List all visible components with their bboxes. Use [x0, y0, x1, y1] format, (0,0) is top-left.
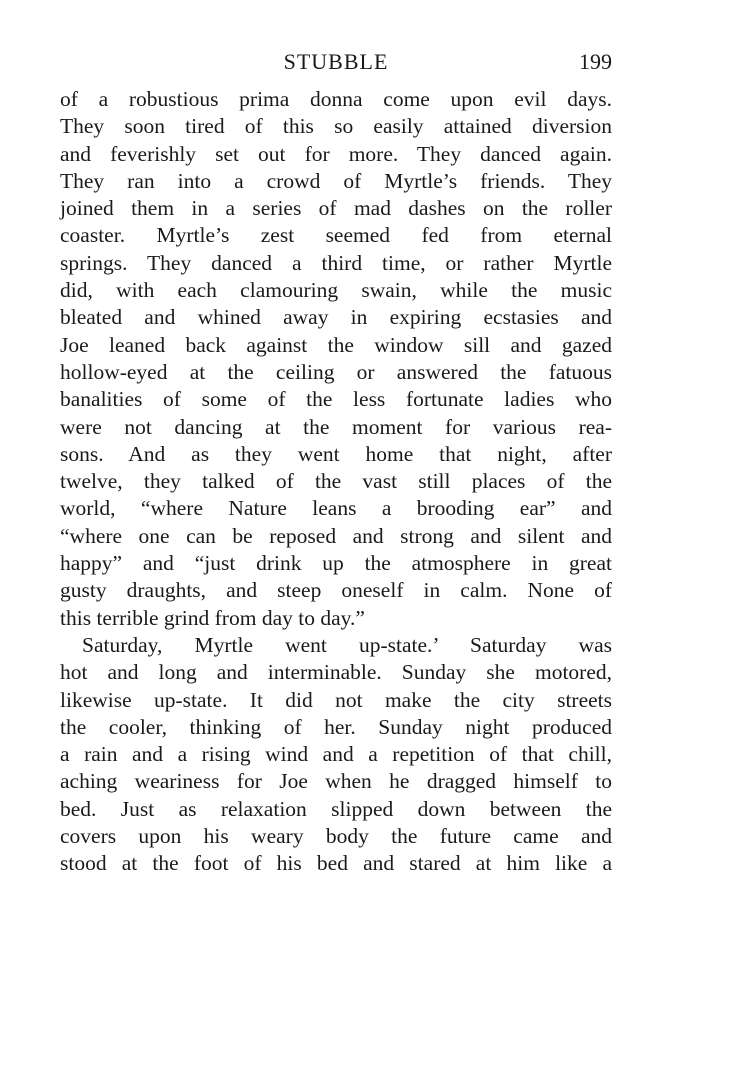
paragraph-end-line: this terrible grind from day to day.”	[60, 605, 365, 630]
text-line: banalities of some of the less fortunate ladies who	[60, 387, 612, 412]
page-number: 199	[579, 49, 612, 74]
body-text	[60, 86, 612, 878]
text-line: likewise up-state. It did not make the city streets	[60, 687, 612, 712]
text-line: a rain and a rising wind and a repetition of that chill,	[60, 742, 612, 767]
text-line: stood at the foot of his bed and stared at him like a	[60, 851, 612, 876]
text-line: coaster. Myrtle’s zest seemed fed from eternal	[60, 223, 612, 248]
paragraph-start-line: Saturday, Myrtle went up-state.’ Saturday was	[82, 632, 612, 657]
text-line: “where one can be reposed and strong and silent and	[60, 523, 612, 548]
text-line: and feverishly set out for more. They danced again.	[60, 141, 612, 166]
text-line: They soon tired of this so easily attained diversion	[60, 114, 612, 139]
text-line: did, with each clamouring swain, while the music	[60, 278, 612, 303]
text-line: happy” and “just drink up the atmosphere in great	[60, 551, 612, 576]
text-line: gusty draughts, and steep oneself in calm. None of	[60, 578, 612, 603]
text-line: world, “where Nature leans a brooding ear” and	[60, 496, 612, 521]
running-head	[60, 44, 612, 80]
text-line: were not dancing at the moment for various rea-	[60, 414, 612, 439]
text-line: sons. And as they went home that night, after	[60, 441, 612, 466]
text-line: They ran into a crowd of Myrtle’s friends. They	[60, 168, 612, 193]
text-line: springs. They danced a third time, or rather Myrtle	[60, 250, 612, 275]
text-line: hollow-eyed at the ceiling or answered the fatuous	[60, 359, 612, 384]
text-line: the cooler, thinking of her. Sunday night produced	[60, 714, 612, 739]
text-line: Joe leaned back against the window sill and gazed	[60, 332, 612, 357]
text-line: bleated and whined away in expiring ecstasies and	[60, 305, 612, 330]
running-title: STUBBLE	[283, 49, 389, 74]
text-line: bed. Just as relaxation slipped down between the	[60, 796, 612, 821]
text-line: of a robustious prima donna come upon evil days.	[60, 87, 612, 111]
text-line: twelve, they talked of the vast still places of the	[60, 469, 612, 494]
text-line: aching weariness for Joe when he dragged himself to	[60, 769, 612, 794]
text-line: joined them in a series of mad dashes on the roller	[60, 196, 612, 221]
text-line: covers upon his weary body the future came and	[60, 824, 612, 849]
text-line: hot and long and interminable. Sunday she motored,	[60, 660, 612, 685]
